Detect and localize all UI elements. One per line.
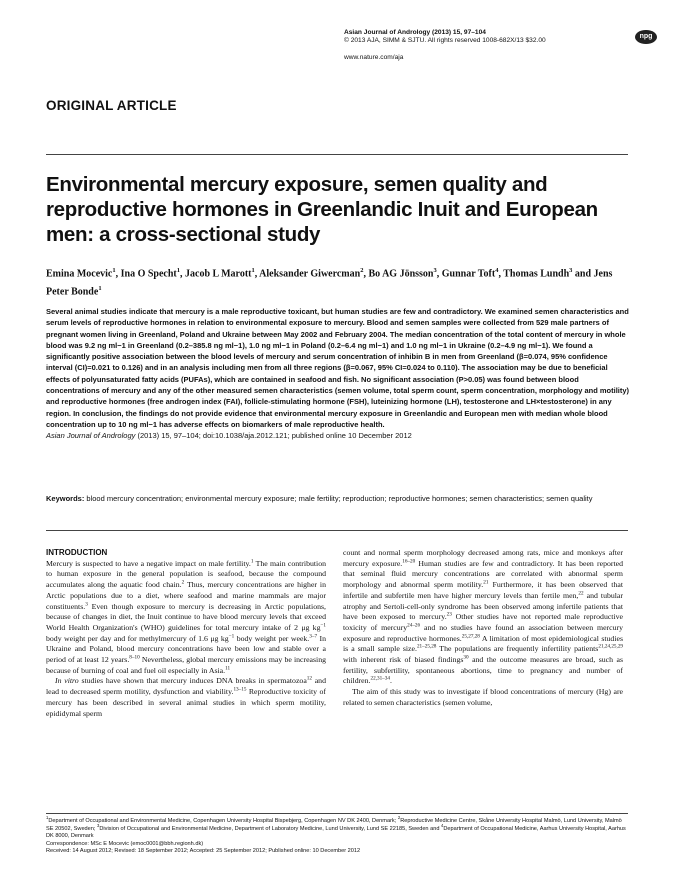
keywords <box>46 494 630 505</box>
reference-mark[interactable]: 22,31–34 <box>370 675 390 682</box>
body-text: with inherent risk of biased findings <box>343 655 464 665</box>
reference-mark[interactable]: 13–15 <box>233 686 247 693</box>
reference-mark[interactable]: 8–10 <box>129 654 140 661</box>
author-name: , Jacob L Marott <box>180 268 252 280</box>
reference-mark[interactable]: 11 <box>225 665 231 672</box>
abstract-citation <box>46 430 630 441</box>
author-affiliation-mark: 4 <box>495 267 499 274</box>
reference-mark[interactable]: 3–7 <box>309 633 318 640</box>
body-text: and lead to decreased sperm motility, dysfunction and viability. <box>46 676 326 697</box>
body-text: body weight per day and for methylmercury of 1.6 μg kg <box>46 633 229 643</box>
reference-mark[interactable]: 23 <box>446 611 452 618</box>
journal-url[interactable]: www.nature.com/aja <box>344 53 404 61</box>
body-text: and the outcome measures are broad, such as fertility, subfertility, spontaneous abortions, time to pregnancy and number of children. <box>343 655 623 686</box>
body-text: Thus, mercury concentrations are higher in Arctic populations due to a diet, where seafood and marine mammals are major constituents. <box>46 580 326 611</box>
intro-paragraph-3: The aim of this study was to investigate if blood concentrations of mercury (Hg) are related to semen characteristics (semen volume, <box>343 687 623 707</box>
author-affiliation-mark: 1 <box>251 267 255 274</box>
affiliation-text: Department of Occupational and Environmental Medicine, Copenhagen University Hospital Bispebjerg, Copenhagen NV DK 2400, Denmark; <box>48 818 398 824</box>
body-text: and no studies have found an association between mercury exposure and reproductive hormones. <box>343 622 623 643</box>
author-name: Emina Mocevic <box>46 268 113 280</box>
affiliation-mark: 2 <box>397 815 401 821</box>
body-text: body weight per week. <box>234 633 310 643</box>
affiliation-text: Department of Occupational Medicine, Aarhus University Hospital, Aarhus DK 8000, Denmark <box>46 825 626 840</box>
reference-mark[interactable]: 21,24,25,29 <box>598 643 623 650</box>
affiliation-text: Reproductive Medicine Centre, Skåne University Hospital Malmö, Lund University, Malmö SE 20502, Sweden; <box>46 818 622 832</box>
body-text: Nevertheless, global mercury emissions may be increasing because of burning of coal and fuel oil especially in Asia. <box>46 655 326 675</box>
keywords-label: Keywords: <box>46 494 85 503</box>
abstract-text: Several animal studies indicate that mercury is a male reproductive toxicant, but human studies are few and contradictory. We examined semen characteristics and serum levels of reproductive hormones in relation to environmental exposure to mercury. Blood and semen samples were collected from 529 male partners of pregnant women living in Greenland, Poland and Ukraine between May 2002 and February 2004. The median concentration of the total content of mercury in whole blood was 9.2 ng ml−1 in Greenland (0.2–385.8 ng ml−1), 1.0 ng ml−1 in Poland (0.2–6.4 ng ml−1) and 1.0 ng ml−1 in Ukraine (0.2–4.9 ng ml−1). We found a significantly positive association between the blood levels of mercury and serum concentration of inhibin B in men from Greenland (β=0.074, 95% confidence interval (CI)=0.021 to 0.126) and in an analysis including men from all three regions (β=0.067, 95% CI=0.024 to 0.110). The association may be due to beneficial effects of polyunsaturated fatty acids (PUFAs), which are contained in seafood and fish. No significant association (P>0.05) was found between blood concentrations of mercury and any of the other measured semen characteristics (semen volume, total sperm count, sperm concentration, morphology and motility) and reproductive hormones (free androgen index (FAI), follicle-stimulating hormone (FSH), luteinizing hormone (LH), testosterone and LH×testosterone) in any region. In conclusion, the findings do not provide evidence that environmental mercury exposure in Greenlandic and European men with median whole blood concentration up to 10 ng ml−1 has adverse effects on biomarkers of male reproductive health. <box>46 307 630 429</box>
copyright-line: © 2013 AJA, SIMM & SJTU. All rights reserved 1008-682X/13 $32.00 <box>344 37 546 45</box>
affiliation-mark: 3 <box>97 822 100 828</box>
intro-paragraph-2-continued <box>343 548 623 687</box>
npg-logo-icon: npg <box>635 30 657 44</box>
body-text: Even though exposure to mercury is decreasing in Arctic populations, because of changes in diet, the Inuit continue to have blood mercury levels that exceed World Health Organization's (WHO) guidelines for total mercury intake of 2 μg kg <box>46 601 326 632</box>
author-name: , Bo AG Jönsson <box>363 268 434 280</box>
reference-mark[interactable]: 1 <box>250 558 254 565</box>
section-label: ORIGINAL ARTICLE <box>46 98 177 113</box>
unit-exponent: −1 <box>228 633 235 640</box>
body-text-italic: In vitro <box>55 676 79 686</box>
author-name: , Ina O Specht <box>115 268 177 280</box>
affiliation-list <box>46 815 630 841</box>
body-text: A limitation of most epidemiological studies is a small sample size. <box>343 633 623 654</box>
author-name: , Thomas Lundh <box>498 268 570 280</box>
body-text: The populations are frequently infertility patients <box>436 644 599 654</box>
keywords-text: blood mercury concentration; environmental mercury exposure; male fertility; reproduction; reproductive hormones; semen characteristics; semen quality <box>84 494 593 503</box>
keywords-rule-divider <box>46 530 628 531</box>
reference-mark[interactable]: 2 <box>181 579 185 586</box>
body-text: count and normal sperm morphology decreased among rats, mice and monkeys after mercury exposure. <box>343 548 623 568</box>
reference-mark[interactable]: 30 <box>463 654 469 661</box>
journal-citation: Asian Journal of Andrology (2013) 15, 97–104 <box>344 29 486 36</box>
reference-mark[interactable]: 3 <box>85 600 88 607</box>
author-name: and Jens Peter Bonde <box>46 268 613 298</box>
reference-mark[interactable]: 25,27,28 <box>461 633 480 640</box>
body-column-right <box>343 548 623 709</box>
affiliation-mark: 1 <box>46 815 49 821</box>
author-affiliation-mark: 1 <box>98 285 102 293</box>
affiliation-mark: 4 <box>440 822 444 828</box>
title-rule-divider <box>46 154 628 155</box>
body-text: studies have shown that mercury induces DNA breaks in spermatozoa <box>78 676 307 686</box>
intro-paragraph-1 <box>46 559 326 677</box>
citation-details: (2013) 15, 97–104; doi:10.1038/aja.2012.121; published online 10 December 2012 <box>135 431 412 441</box>
journal-header <box>344 29 546 62</box>
reference-mark[interactable]: 24–26 <box>407 622 421 629</box>
received-dates-line: Received: 14 August 2012; Revised: 18 September 2012; Accepted: 25 September 2012; Published online: 10 December 2012 <box>46 848 361 855</box>
reference-mark[interactable]: 12 <box>306 675 312 682</box>
author-affiliation-mark: 3 <box>433 267 437 274</box>
body-text: Furthermore, it has been observed that infertile and subfertile men have higher mercury levels than fertile men, <box>343 580 623 600</box>
author-name: , Aleksander Giwercman <box>254 268 361 280</box>
intro-paragraph-2 <box>46 676 326 719</box>
body-text: In Ukraine and Poland, blood mercury concentrations have been low and stable over a period of at least 12 years. <box>46 633 327 665</box>
reference-mark[interactable]: 22 <box>578 590 584 597</box>
unit-exponent: −1 <box>320 622 326 629</box>
body-text: Reproductive toxicity of mercury has been described in several animal studies in which sperm motility, epididymal sperm <box>46 687 326 718</box>
reference-mark[interactable]: 21 <box>483 579 489 586</box>
affiliation-text: Division of Occupational and Environmental Medicine, Department of Laboratory Medicine, Lund University, Lund SE 22185, Sweden and <box>99 825 441 832</box>
body-text: and tubular atrophy and Sertoli-cell-only syndrome has been observed among infertile patients that have been exposed to mercury. <box>343 590 623 622</box>
section-heading: INTRODUCTION <box>46 548 108 557</box>
author-affiliation-mark: 1 <box>112 267 116 274</box>
author-affiliation-mark: 1 <box>176 267 180 274</box>
author-name: , Gunnar Toft <box>436 268 496 280</box>
reference-mark[interactable]: 21–25,28 <box>416 643 437 650</box>
author-list <box>46 263 636 300</box>
footnote-rule-divider <box>46 813 628 814</box>
body-column-left <box>46 548 326 719</box>
body-text: Other studies have not reported male reproductive toxicity of mercury <box>343 612 623 632</box>
author-affiliation-mark: 2 <box>360 267 364 274</box>
body-text: Mercury is suspected to have a negative impact on male fertility. <box>46 558 251 568</box>
body-text: . <box>389 676 392 686</box>
body-text: The main contribution to human exposure in the general population is seafood, because the compound accumulates along the aquatic food chain. <box>46 558 326 590</box>
abstract <box>46 306 630 442</box>
author-affiliation-mark: 3 <box>569 267 573 274</box>
reference-mark[interactable]: 16–20 <box>402 558 416 565</box>
citation-journal: Asian Journal of Andrology <box>46 431 136 441</box>
article-title: Environmental mercury exposure, semen quality and reproductive hormones in Greenlandic Inuit and European men: a cross-sectional study <box>46 173 598 246</box>
body-text: Human studies are few and contradictory. It has been reported that seminal fluid mercury concentrations are correlated with abnormal sperm morphology and abnormal sperm motility. <box>343 558 623 590</box>
affiliations-footnote <box>46 815 630 856</box>
correspondence-line[interactable]: Correspondence: MSc E Mocevic (emoc0001@bbh.regionh.dk) <box>46 840 204 847</box>
